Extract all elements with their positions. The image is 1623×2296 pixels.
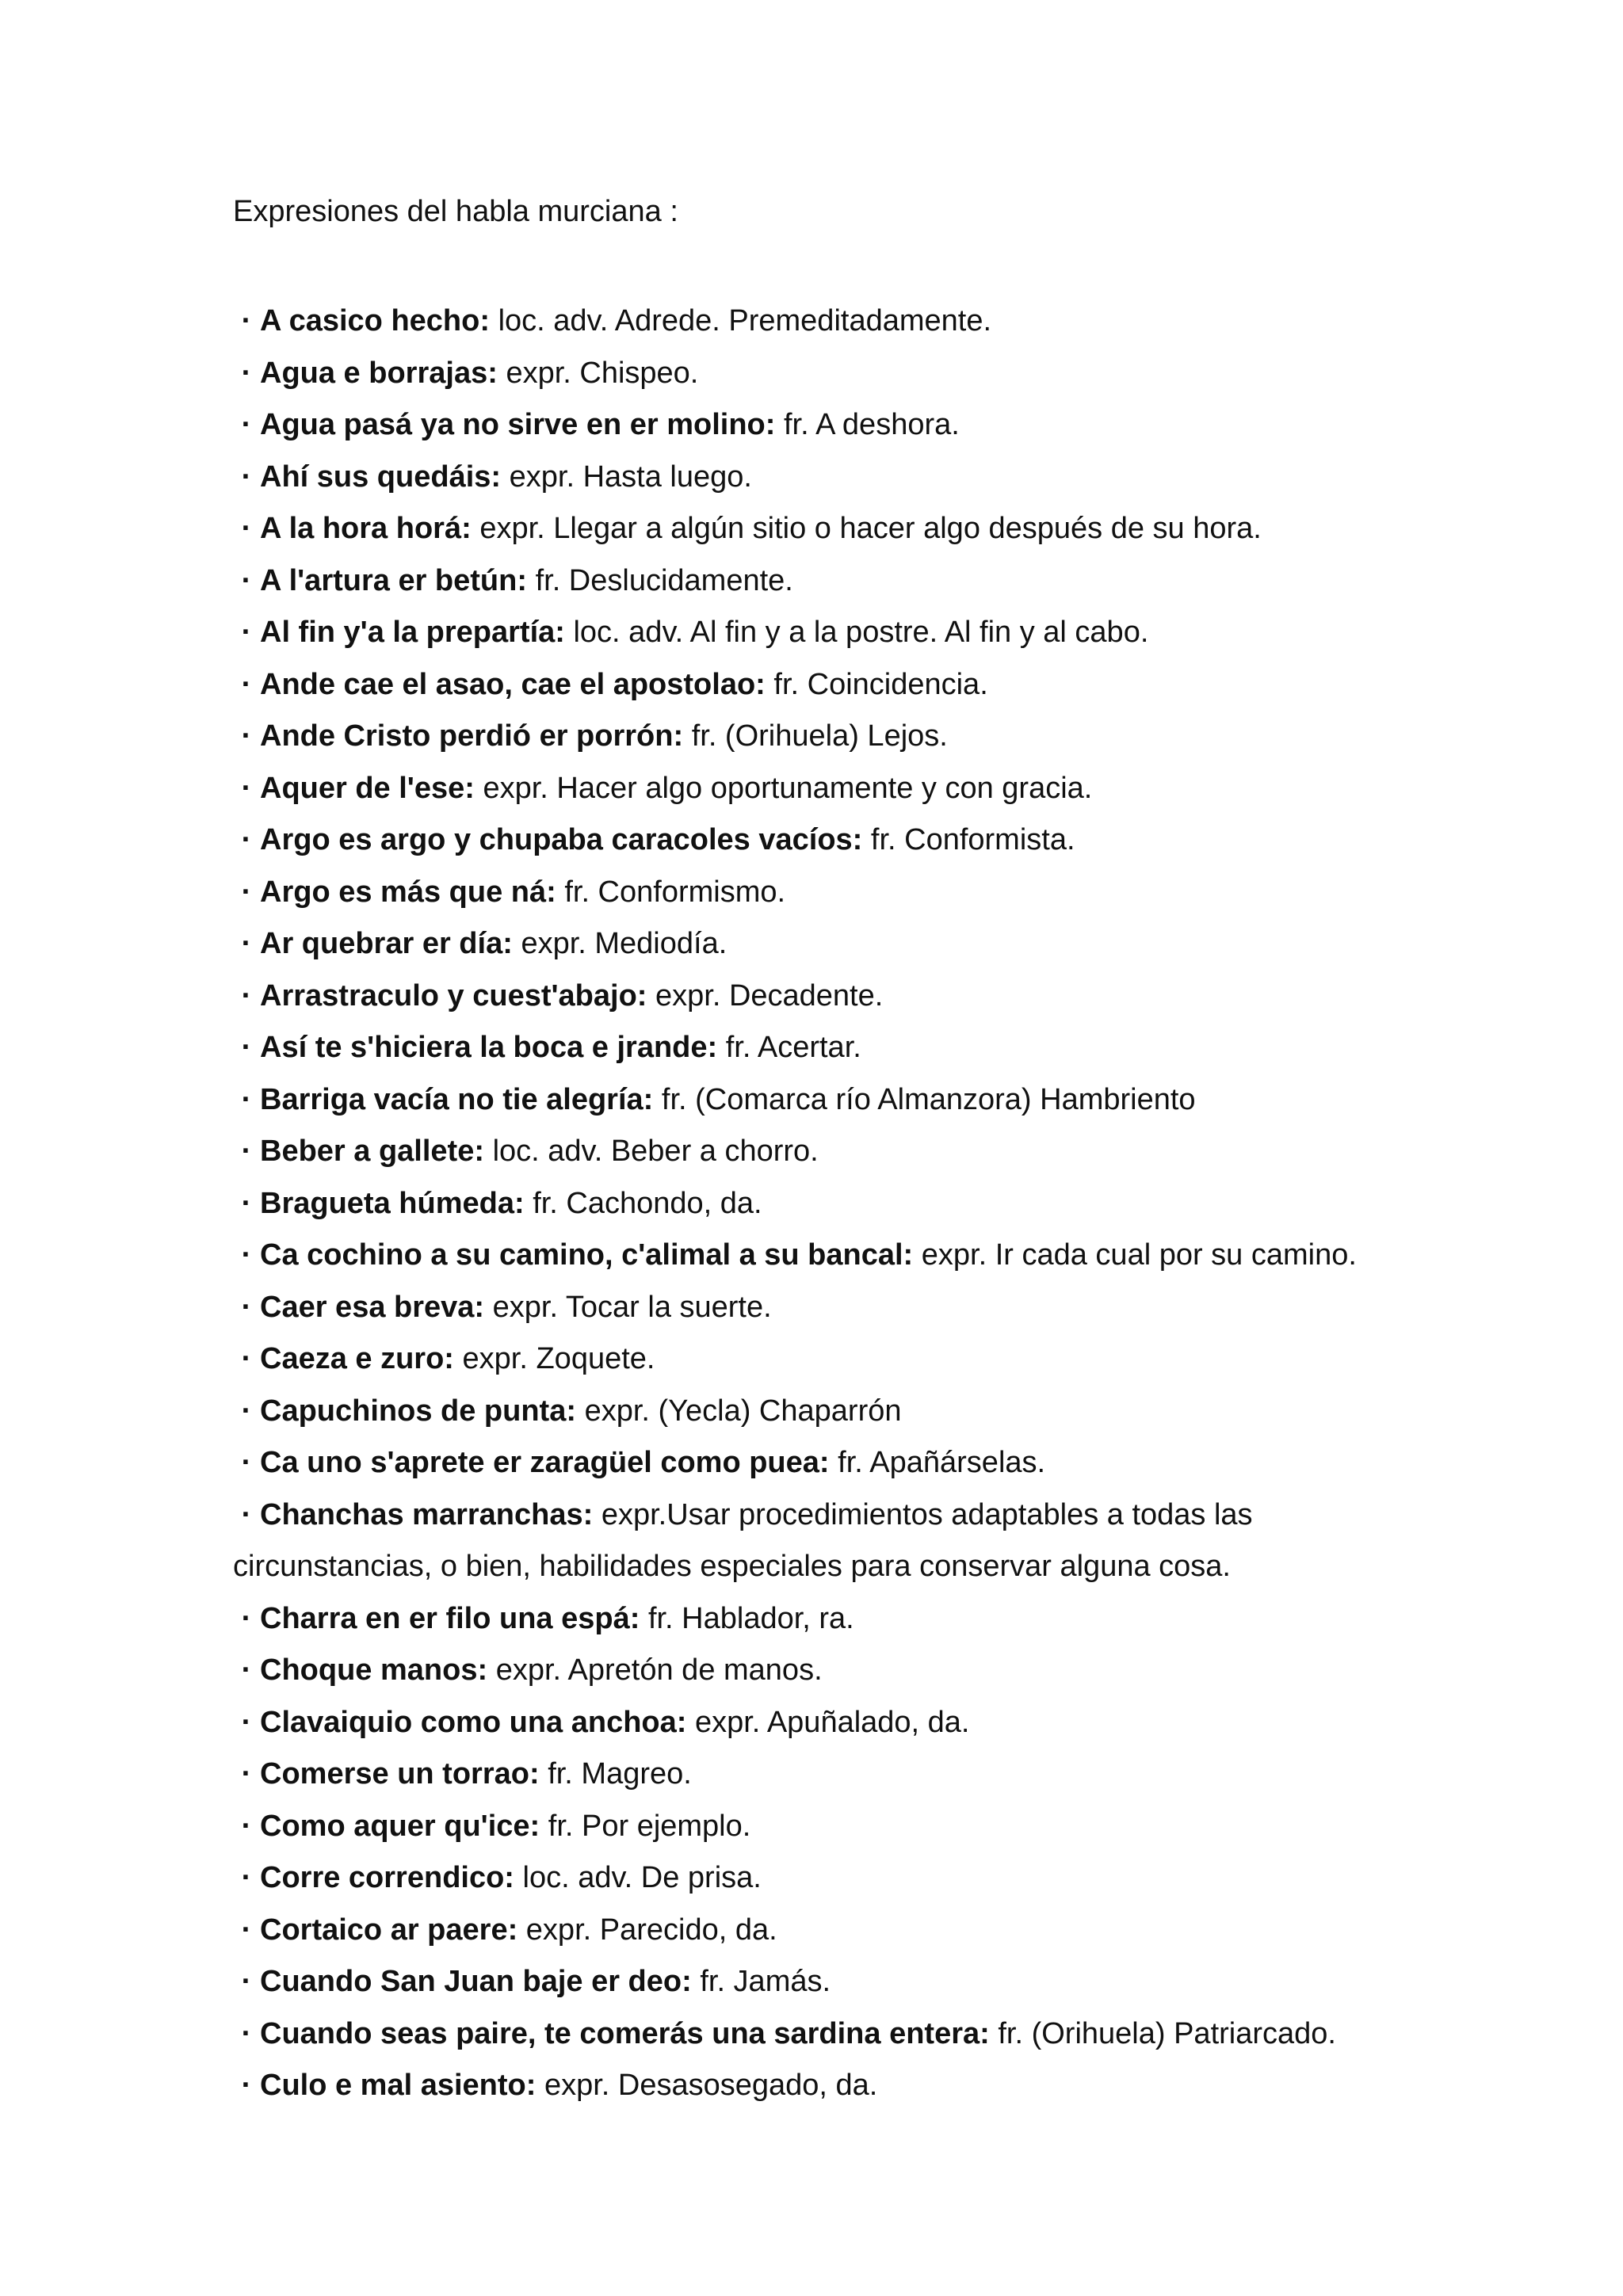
expression-definition: expr. Parecido, da. <box>525 1913 777 1947</box>
expression-entry <box>233 1489 1422 1593</box>
expression-entry <box>233 2008 1422 2061</box>
expression-entry <box>233 814 1422 867</box>
expression-definition: expr. Llegar a algún sitio o hacer algo después de su hora. <box>479 512 1262 545</box>
bullet-marker: · <box>241 408 252 441</box>
expression-entry <box>233 918 1422 971</box>
expression-definition: fr. Apañárselas. <box>838 1446 1046 1479</box>
expression-term: Ca uno s'aprete er zaragüel como puea: <box>260 1446 830 1479</box>
expression-term: Barriga vacía no tie alegría: <box>260 1082 654 1116</box>
expression-term: Como aquer qu'ice: <box>260 1809 540 1843</box>
expression-entry <box>233 1956 1422 2008</box>
expression-entry <box>233 1749 1422 1801</box>
bullet-marker: · <box>241 1497 252 1531</box>
bullet-marker: · <box>241 616 252 649</box>
expression-entry <box>233 348 1422 400</box>
expression-entry <box>233 1697 1422 1749</box>
bullet-marker: · <box>241 2016 252 2050</box>
expression-definition: expr. Desasosegado, da. <box>544 2069 878 2102</box>
bullet-marker: · <box>241 1653 252 1687</box>
expression-entry <box>233 296 1422 348</box>
expression-entry <box>233 1905 1422 1957</box>
expression-entry <box>233 399 1422 452</box>
expression-term: Caer esa breva: <box>260 1290 485 1324</box>
expression-definition: fr. (Comarca río Almanzora) Hambriento <box>661 1082 1196 1116</box>
expression-definition: expr. Hacer algo oportunamente y con gracia. <box>483 771 1093 805</box>
expression-term: Ahí sus quedáis: <box>260 460 502 494</box>
expression-entry <box>233 1852 1422 1905</box>
bullet-marker: · <box>241 1446 252 1479</box>
expression-entry <box>233 1230 1422 1282</box>
expression-term: Ande Cristo perdió er porrón: <box>260 719 684 753</box>
expression-list <box>233 296 1422 2112</box>
bullet-marker: · <box>241 1809 252 1843</box>
expression-definition: fr. Conformista. <box>870 823 1075 856</box>
expression-definition: fr. A deshora. <box>783 408 960 441</box>
expression-term: A l'artura er betún: <box>260 563 528 597</box>
expression-definition: expr. Hasta luego. <box>509 460 752 494</box>
expression-term: Choque manos: <box>260 1653 488 1687</box>
document-title: Expresiones del habla murciana : <box>233 195 678 228</box>
bullet-marker: · <box>241 1965 252 1998</box>
expression-entry <box>233 1333 1422 1386</box>
expression-term: Cuando seas paire, te comerás una sardina entera: <box>260 2016 990 2050</box>
bullet-marker: · <box>241 1031 252 1064</box>
expression-entry <box>233 1178 1422 1230</box>
expression-term: Bragueta húmeda: <box>260 1186 525 1220</box>
expression-definition: loc. adv. Adrede. Premeditadamente. <box>498 304 992 338</box>
expression-term: Cuando San Juan baje er deo: <box>260 1965 692 1998</box>
bullet-marker: · <box>241 1290 252 1324</box>
bullet-marker: · <box>241 460 252 494</box>
expression-term: Corre correndico: <box>260 1861 514 1894</box>
expression-entry <box>233 1386 1422 1438</box>
bullet-marker: · <box>241 771 252 805</box>
bullet-marker: · <box>241 1394 252 1428</box>
expression-term: Cortaico ar paere: <box>260 1913 518 1947</box>
expression-term: Beber a gallete: <box>260 1135 484 1168</box>
expression-entry <box>233 452 1422 504</box>
expression-term: Agua pasá ya no sirve en er molino: <box>260 408 776 441</box>
expression-definition: fr. Cachondo, da. <box>533 1186 762 1220</box>
expression-term: Al fin y'a la prepartía: <box>260 616 565 649</box>
bullet-marker: · <box>241 1601 252 1635</box>
expression-term: Argo es más que ná: <box>260 875 556 909</box>
bullet-marker: · <box>241 667 252 701</box>
expression-term: Así te s'hiciera la boca e jrande: <box>260 1031 718 1064</box>
expression-entry <box>233 2060 1422 2112</box>
expression-term: Chanchas marranchas: <box>260 1497 594 1531</box>
bullet-marker: · <box>241 304 252 338</box>
expression-entry <box>233 659 1422 711</box>
bullet-marker: · <box>241 1705 252 1739</box>
expression-definition: fr. (Orihuela) Lejos. <box>691 719 948 753</box>
expression-definition: fr. Hablador, ra. <box>647 1601 854 1635</box>
expression-definition: fr. Por ejemplo. <box>548 1809 751 1843</box>
expression-entry <box>233 867 1422 919</box>
expression-entry <box>233 971 1422 1023</box>
expression-term: Ande cae el asao, cae el apostolao: <box>260 667 766 701</box>
expression-term: Capuchinos de punta: <box>260 1394 576 1428</box>
expression-term: Comerse un torrao: <box>260 1757 540 1791</box>
expression-entry <box>233 711 1422 763</box>
expression-term: Aquer de l'ese: <box>260 771 475 805</box>
expression-entry <box>233 1645 1422 1697</box>
expression-definition: expr. Zoquete. <box>462 1342 655 1375</box>
expression-definition: expr.Usar procedimientos adaptables a todas las circunstancias, o bien, habilidades especiales para conservar alguna cosa. <box>233 1497 1253 1583</box>
expression-entry <box>233 555 1422 608</box>
bullet-marker: · <box>241 2069 252 2102</box>
expression-term: Caeza e zuro: <box>260 1342 454 1375</box>
expression-term: A la hora horá: <box>260 512 472 545</box>
expression-entry <box>233 1437 1422 1489</box>
expression-term: Argo es argo y chupaba caracoles vacíos: <box>260 823 863 856</box>
bullet-marker: · <box>241 1342 252 1375</box>
expression-entry <box>233 1593 1422 1646</box>
expression-entry <box>233 1801 1422 1853</box>
bullet-marker: · <box>241 978 252 1013</box>
expression-term: Charra en er filo una espá: <box>260 1601 640 1635</box>
bullet-marker: · <box>241 1082 252 1116</box>
bullet-marker: · <box>241 563 252 597</box>
expression-term: Arrastraculo y cuest'abajo: <box>260 978 647 1013</box>
expression-definition: loc. adv. Beber a chorro. <box>492 1135 819 1168</box>
bullet-marker: · <box>241 1861 252 1894</box>
expression-term: Culo e mal asiento: <box>260 2069 537 2102</box>
expression-definition: loc. adv. Al fin y a la postre. Al fin y al cabo. <box>573 616 1149 649</box>
expression-definition: expr. Ir cada cual por su camino. <box>921 1238 1357 1272</box>
expression-definition: fr. (Orihuela) Patriarcado. <box>998 2016 1336 2050</box>
expression-definition: fr. Deslucidamente. <box>535 563 793 597</box>
bullet-marker: · <box>241 719 252 753</box>
expression-term: Ar quebrar er día: <box>260 927 513 960</box>
expression-definition: expr. Tocar la suerte. <box>492 1290 772 1324</box>
bullet-marker: · <box>241 1757 252 1791</box>
bullet-marker: · <box>241 1913 252 1947</box>
expression-definition: fr. Acertar. <box>725 1031 861 1064</box>
expression-definition: expr. Mediodía. <box>521 927 727 960</box>
expression-entry <box>233 607 1422 659</box>
expression-entry <box>233 1022 1422 1074</box>
expression-entry <box>233 1282 1422 1334</box>
expression-definition: expr. (Yecla) Chaparrón <box>584 1394 902 1428</box>
expression-entry <box>233 763 1422 815</box>
expression-definition: expr. Apuñalado, da. <box>694 1705 970 1739</box>
expression-definition: fr. Coincidencia. <box>773 667 988 701</box>
expression-definition: fr. Conformismo. <box>564 875 786 909</box>
bullet-marker: · <box>241 875 252 909</box>
bullet-marker: · <box>241 356 252 390</box>
bullet-marker: · <box>241 823 252 856</box>
expression-definition: expr. Apretón de manos. <box>495 1653 823 1687</box>
expression-definition: fr. Jamás. <box>700 1965 831 1998</box>
bullet-marker: · <box>241 1186 252 1220</box>
bullet-marker: · <box>241 927 252 960</box>
expression-definition: expr. Decadente. <box>655 978 884 1013</box>
expression-term: A casico hecho: <box>260 304 491 338</box>
expression-term: Clavaiquio como una anchoa: <box>260 1705 687 1739</box>
bullet-marker: · <box>241 1238 252 1272</box>
expression-entry <box>233 1126 1422 1178</box>
expression-definition: expr. Chispeo. <box>506 356 699 390</box>
bullet-marker: · <box>241 512 252 545</box>
expression-entry <box>233 1074 1422 1127</box>
expression-term: Agua e borrajas: <box>260 356 498 390</box>
expression-entry <box>233 503 1422 555</box>
bullet-marker: · <box>241 1135 252 1168</box>
expression-definition: fr. Magreo. <box>548 1757 692 1791</box>
expression-definition: loc. adv. De prisa. <box>522 1861 762 1894</box>
expression-term: Ca cochino a su camino, c'alimal a su bancal: <box>260 1238 914 1272</box>
